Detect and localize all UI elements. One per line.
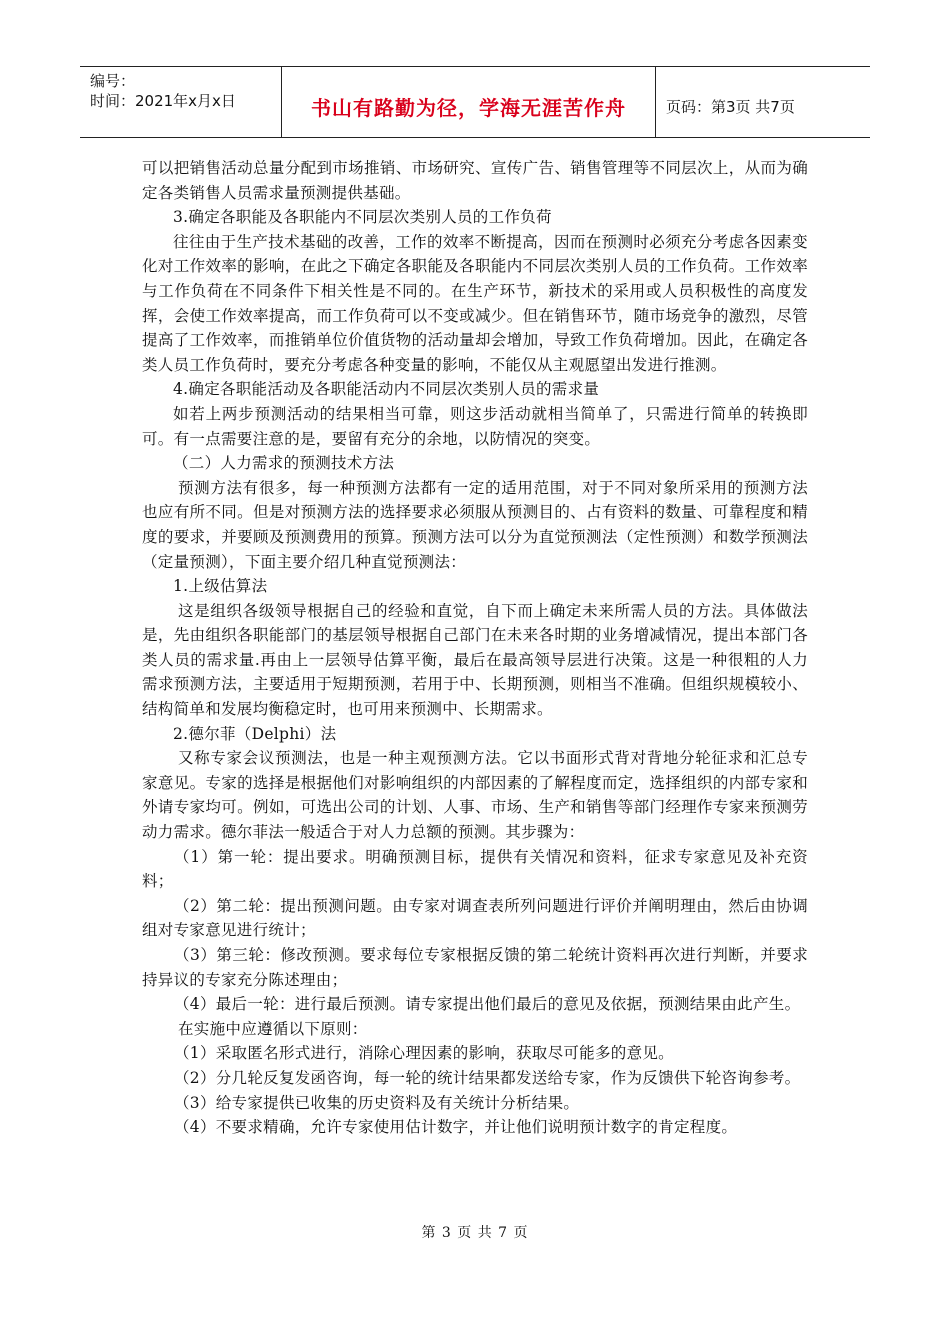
page-footer: 第 3 页 共 7 页: [421, 1225, 529, 1241]
header-meta: [80, 67, 282, 137]
header-page-info: 页码：第3页 共7页: [666, 97, 795, 116]
document-time: 时间：2021年x月x日: [90, 92, 236, 110]
paragraph: （3）给专家提供已收集的历史资料及有关统计分析结果。: [174, 1093, 580, 1112]
header-motto-cell: [282, 67, 656, 137]
document-number-label: 编号：: [90, 72, 136, 90]
paragraph: 如若上两步预测活动的结果相当可靠，则这步活动就相当简单了，只需进行简单的转换即可。有一点需要注意的是，要留有充分的余地，以防情况的突变。: [142, 404, 808, 448]
paragraph: （二）人力需求的预测技术方法: [173, 454, 395, 473]
paragraph: 3.确定各职能及各职能内不同层次类别人员的工作负荷: [173, 208, 552, 227]
paragraph: （1）采取匿名形式进行，消除心理因素的影响，获取尽可能多的意见。: [174, 1044, 674, 1063]
paragraph: 4.确定各职能活动及各职能活动内不同层次类别人员的需求量: [173, 380, 600, 399]
paragraph: 往往由于生产技术基础的改善，工作的效率不断提高，因而在预测时必须充分考虑各因素变化对工作效率的影响，在此之下确定各职能及各职能内不同层次类别人员的工作负荷。工作效率与工作负荷在不同条件下相关性是不同的。在生产环节，新技术的采用或人员积极性的高度发挥，会使工作效率提高，而工作负荷可以不变或减少。但在销售环节，随市场竞争的激烈，尽管提高了工作效率，而推销单位价值货物的活动量却会增加，导致工作负荷增加。因此，在确定各类人员工作负荷时，要充分考虑各种变量的影响，不能仅从主观愿望出发进行推测。: [142, 232, 808, 374]
paragraph: （2）分几轮反复发函咨询，每一轮的统计结果都发送给专家，作为反馈供下轮咨询参考。: [174, 1068, 801, 1087]
motto-text: 书山有路勤为径，学海无涯苦作舟: [311, 95, 626, 120]
paragraph: （4）不要求精确，允许专家使用估计数字，并让他们说明预计数字的肯定程度。: [174, 1118, 738, 1137]
paragraph: （1）第一轮：提出要求。明确预测目标，提供有关情况和资料，征求专家意见及补充资料；: [142, 847, 808, 891]
page-header: [80, 66, 870, 138]
paragraph: 预测方法有很多，每一种预测方法都有一定的适用范围，对于不同对象所采用的预测方法也应有所不同。但是对预测方法的选择要求必须服从预测目的、占有资料的数量、可靠程度和精度的要求，并要顾及预测费用的预算。预测方法可以分为直觉预测法（定性预测）和数学预测法（定量预测），下面主要介绍几种直觉预测法：: [142, 478, 808, 571]
paragraph: （3）第三轮：修改预测。要求每位专家根据反馈的第二轮统计资料再次进行判断，并要求持异议的专家充分陈述理由；: [142, 946, 808, 989]
paragraph: 又称专家会议预测法，也是一种主观预测方法。它以书面形式背对背地分轮征求和汇总专家意见。专家的选择是根据他们对影响组织的内部因素的了解程度而定，选择组织的内部专家和外请专家均可。例如，可选出公司的计划、人事、市场、生产和销售等部门经理作专家来预测劳动力需求。德尔菲法一般适合于对人力总额的预测。其步骤为：: [142, 749, 808, 842]
paragraph: 可以把销售活动总量分配到市场推销、市场研究、宣传广告、销售管理等不同层次上，从而为确定各类销售人员需求量预测提供基础。: [142, 159, 808, 202]
document-body: [142, 156, 808, 1140]
paragraph: 在实施中应遵循以下原则：: [178, 1019, 368, 1038]
paragraph: （2）第二轮：提出预测问题。由专家对调查表所列问题进行评价并阐明理由，然后由协调组对专家意见进行统计；: [142, 896, 808, 940]
paragraph: 1.上级估算法: [173, 577, 268, 596]
paragraph: 这是组织各级领导根据自己的经验和直觉，自下而上确定未来所需人员的方法。具体做法是，先由组织各职能部门的基层领导根据自己部门在未来各时期的业务增减情况，提出本部门各类人员的需求量.再由上一层领导估算平衡，最后在最高领导层进行决策。这是一种很粗的人力需求预测方法，主要适用于短期预测，若用于中、长期预测，则相当不准确。但组织规模较小、结构简单和发展均衡稳定时，也可用来预测中、长期需求。: [142, 601, 808, 719]
paragraph: （4）最后一轮：进行最后预测。请专家提出他们最后的意见及依据，预测结果由此产生。: [174, 995, 801, 1014]
paragraph: 2.德尔菲（Delphi）法: [173, 724, 337, 743]
